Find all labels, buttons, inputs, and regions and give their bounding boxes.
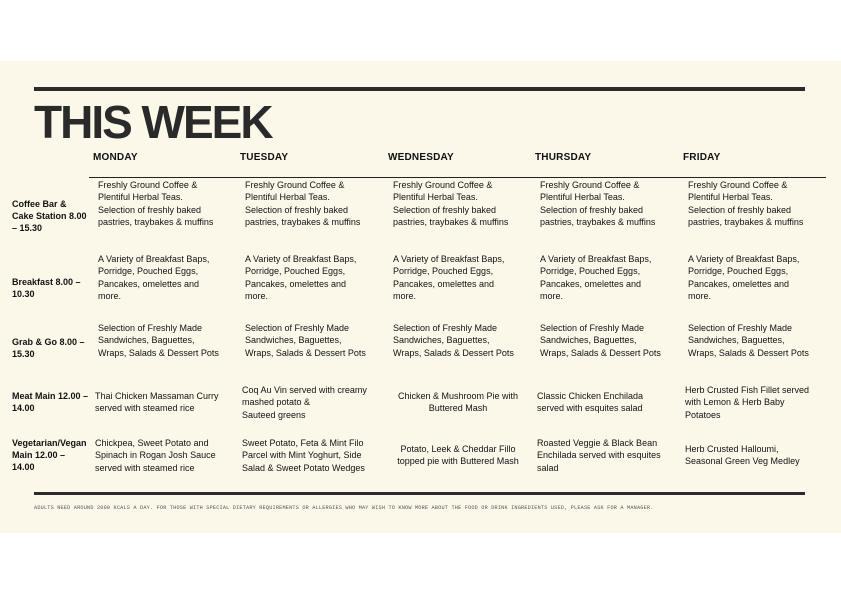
day-header-wednesday: WEDNESDAY [388,152,454,163]
menu-cell: A Variety of Breakfast Baps, Porridge, Pouched Eggs, Pancakes, omelettes and more. [688,254,800,302]
table-header-rule [89,177,826,178]
top-rule [34,87,805,91]
menu-cell: Potato, Leek & Cheddar Fillo topped pie with Buttered Mash [397,444,519,467]
menu-cell: Freshly Ground Coffee & Plentiful Herbal Teas. Selection of freshly baked pastries, traybakes & muffins [245,180,361,228]
menu-cell: Selection of Freshly Made Sandwiches, Baguettes, Wraps, Salads & Dessert Pots [393,323,514,358]
menu-cell: Freshly Ground Coffee & Plentiful Herbal Teas. Selection of freshly baked pastries, traybakes & muffins [540,180,656,228]
menu-cell: Selection of Freshly Made Sandwiches, Baguettes, Wraps, Salads & Dessert Pots [245,323,366,358]
menu-cell: Freshly Ground Coffee & Plentiful Herbal Teas. Selection of freshly baked pastries, traybakes & muffins [98,180,214,228]
menu-cell: Roasted Veggie & Black Bean Enchilada served with esquites salad [537,438,661,473]
menu-cell: Chicken & Mushroom Pie with Buttered Mash [397,391,519,414]
row-label-grab-and-go: Grab & Go 8.00 – 15.30 [12,337,85,359]
day-header-friday: FRIDAY [683,152,721,163]
menu-cell: Coq Au Vin served with creamy mashed potato & Sauteed greens [242,385,367,420]
row-label-coffee-bar: Coffee Bar & Cake Station 8.00 – 15.30 [12,199,87,233]
menu-cell: Classic Chicken Enchilada served with esquites salad [537,391,644,414]
menu-cell: Freshly Ground Coffee & Plentiful Herbal Teas. Selection of freshly baked pastries, traybakes & muffins [688,180,804,228]
day-header-tuesday: TUESDAY [240,152,289,163]
day-header-thursday: THURSDAY [535,152,592,163]
menu-cell: Sweet Potato, Feta & Mint Filo Parcel with Mint Yoghurt, Side Salad & Sweet Potato Wedges [242,438,365,473]
menu-cell: Thai Chicken Massaman Curry served with steamed rice [95,391,219,414]
menu-cell: A Variety of Breakfast Baps, Porridge, Pouched Eggs, Pancakes, omelettes and more. [393,254,505,302]
page-title: THIS WEEK [34,96,272,148]
menu-cell: Selection of Freshly Made Sandwiches, Baguettes, Wraps, Salads & Dessert Pots [688,323,809,358]
menu-cell: A Variety of Breakfast Baps, Porridge, Pouched Eggs, Pancakes, omelettes and more. [540,254,652,302]
row-label-meat-main: Meat Main 12.00 – 14.00 [12,391,89,413]
bottom-rule [34,492,805,495]
menu-cell: Chickpea, Sweet Potato and Spinach in Rogan Josh Sauce served with steamed rice [95,438,216,473]
menu-cell: Freshly Ground Coffee & Plentiful Herbal Teas. Selection of freshly baked pastries, traybakes & muffins [393,180,509,228]
footer-note: ADULTS NEED AROUND 2000 KCALS A DAY. FOR THOSE WITH SPECIAL DIETARY REQUIREMENTS OR ALLERGIES WHO MAY WISH TO KNOW MORE ABOUT THE FOOD OR DRINK INGREDIENTS USED, PLEASE ASK FOR A MANAGER. [34,505,654,511]
menu-cell: Herb Crusted Fish Fillet served with Lemon & Herb Baby Potatoes [685,385,810,420]
menu-cell: Herb Crusted Halloumi, Seasonal Green Veg Medley [685,444,800,467]
row-label-breakfast: Breakfast 8.00 – 10.30 [12,277,81,299]
menu-cell: A Variety of Breakfast Baps, Porridge, Pouched Eggs, Pancakes, omelettes and more. [245,254,357,302]
row-label-vegetarian-vegan-main: Vegetarian/Vegan Main 12.00 – 14.00 [12,438,87,472]
menu-cell: A Variety of Breakfast Baps, Porridge, Pouched Eggs, Pancakes, omelettes and more. [98,254,210,302]
menu-cell: Selection of Freshly Made Sandwiches, Baguettes, Wraps, Salads & Dessert Pots [98,323,219,358]
menu-cell: Selection of Freshly Made Sandwiches, Baguettes, Wraps, Salads & Dessert Pots [540,323,661,358]
day-header-monday: MONDAY [93,152,138,163]
